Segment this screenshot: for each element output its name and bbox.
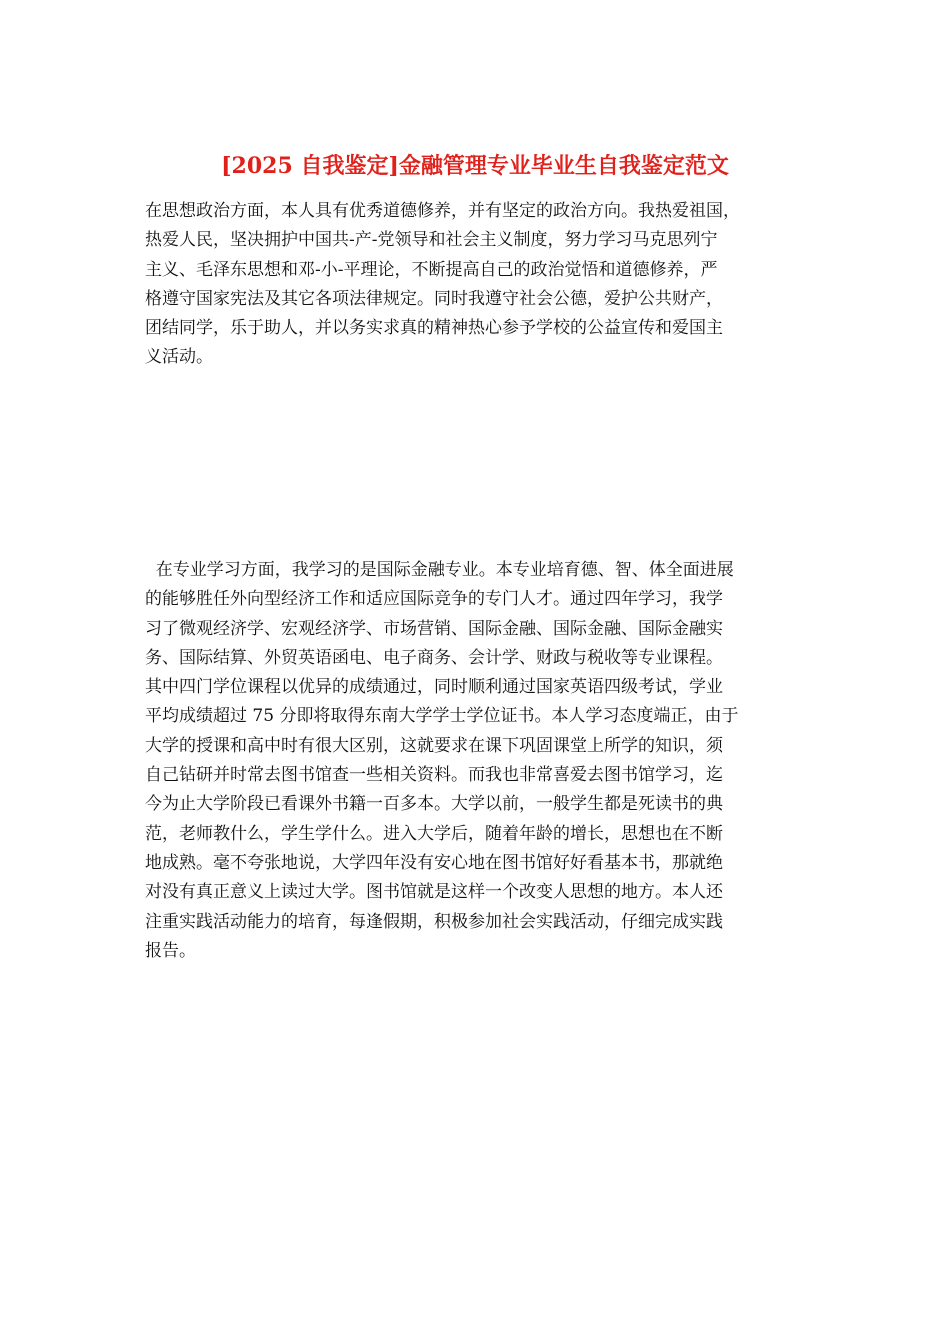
- paragraph-academic: [145, 556, 810, 966]
- paragraph-line: 今为止大学阶段已看课外书籍一百多本。大学以前，一般学生都是死读书的典: [145, 794, 723, 815]
- paragraph-line: 范，老师教什么，学生学什么。进入大学后，随着年龄的增长，思想也在不断: [145, 823, 723, 844]
- paragraph-political: [145, 197, 810, 373]
- paragraph-line: 习了微观经济学、宏观经济学、市场营销、国际金融、国际金融、国际金融实: [145, 618, 723, 639]
- paragraph-line: 其中四门学位课程以优异的成绩通过，同时顺利通过国家英语四级考试，学业: [145, 677, 723, 698]
- paragraph-line: 大学的授课和高中时有很大区别，这就要求在课下巩固课堂上所学的知识，须: [145, 735, 723, 756]
- document-title: [2025 自我鉴定]金融管理专业毕业生自我鉴定范文: [221, 153, 729, 179]
- paragraph-line: 注重实践活动能力的培育，每逢假期，积极参加社会实践活动，仔细完成实践: [145, 911, 723, 932]
- paragraph-line: 格遵守国家宪法及其它各项法律规定。同时我遵守社会公德，爱护公共财产，: [145, 288, 723, 309]
- paragraph-line: 主义、毛泽东思想和邓-小-平理论，不断提高自己的政治觉悟和道德修养，严: [145, 259, 718, 280]
- paragraph-line: 在专业学习方面，我学习的是国际金融专业。本专业培育德、智、体全面进展: [145, 560, 734, 580]
- paragraph-line: 对没有真正意义上读过大学。图书馆就是这样一个改变人思想的地方。本人还: [145, 882, 723, 903]
- paragraph-line: 在思想政治方面，本人具有优秀道德修养，并有坚定的政治方向。我热爱祖国，: [145, 201, 740, 221]
- paragraph-line: 自己钻研并时常去图书馆查一些相关资料。而我也非常喜爱去图书馆学习，迄: [145, 765, 723, 786]
- paragraph-line: 报告。: [145, 940, 196, 961]
- paragraph-line: 义活动。: [145, 347, 213, 368]
- paragraph-line: 地成熟。毫不夸张地说，大学四年没有安心地在图书馆好好看基本书，那就绝: [145, 852, 723, 873]
- paragraph-line: 热爱人民，坚决拥护中国共-产-党领导和社会主义制度，努力学习马克思列宁: [145, 230, 718, 251]
- paragraph-line: 务、国际结算、外贸英语函电、电子商务、会计学、财政与税收等专业课程。: [145, 647, 723, 668]
- paragraph-line: 的能够胜任外向型经济工作和适应国际竞争的专门人才。通过四年学习，我学: [145, 589, 723, 610]
- paragraph-line: 团结同学，乐于助人，并以务实求真的精神热心参予学校的公益宣传和爱国主: [145, 318, 723, 339]
- paragraph-line: 平均成绩超过 75 分即将取得东南大学学士学位证书。本人学习态度端正，由于: [145, 706, 739, 727]
